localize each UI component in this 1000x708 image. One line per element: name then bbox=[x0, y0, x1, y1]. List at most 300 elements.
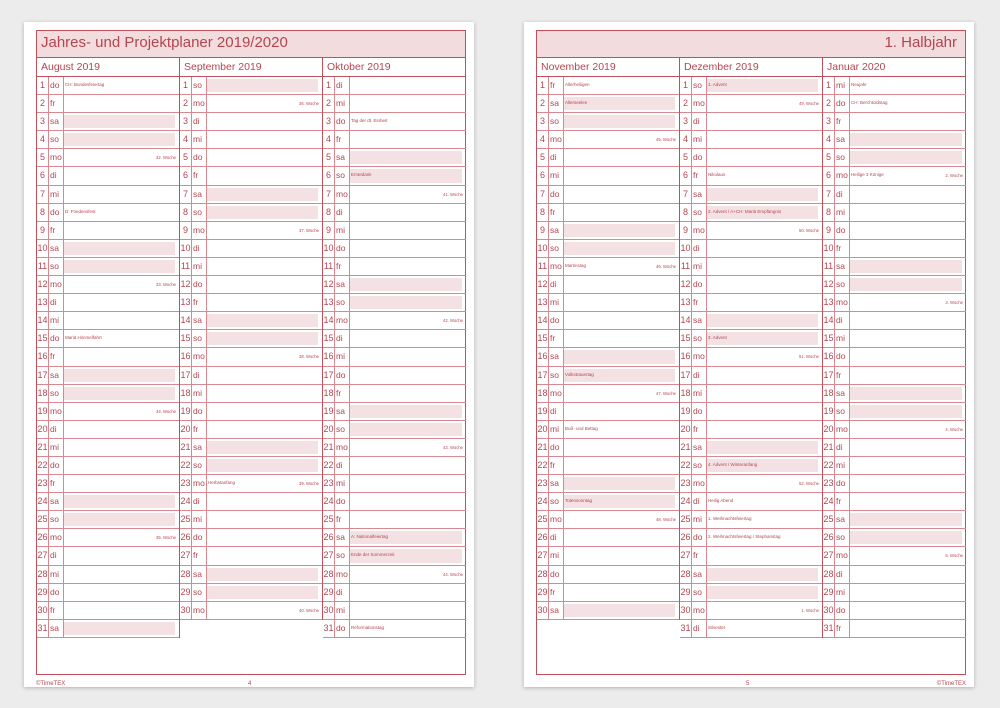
day-row[interactable] bbox=[680, 511, 822, 529]
day-row[interactable] bbox=[680, 330, 822, 348]
day-row[interactable] bbox=[180, 95, 322, 113]
day-row[interactable] bbox=[37, 222, 179, 240]
day-row[interactable] bbox=[323, 204, 466, 222]
weekday-label: so bbox=[835, 529, 850, 546]
weekday-label: fr bbox=[192, 421, 207, 438]
day-row[interactable] bbox=[180, 186, 322, 204]
day-number: 18 bbox=[537, 385, 549, 402]
day-number: 26 bbox=[537, 529, 549, 546]
day-row[interactable] bbox=[823, 77, 966, 95]
day-number: 21 bbox=[323, 439, 335, 456]
day-row[interactable] bbox=[537, 222, 679, 240]
day-row[interactable] bbox=[323, 77, 466, 95]
day-number: 14 bbox=[180, 312, 192, 329]
day-row[interactable] bbox=[323, 475, 466, 493]
day-row[interactable] bbox=[823, 547, 966, 565]
weekday-label: mi bbox=[335, 475, 350, 492]
holiday-note: 1. Weihnachtsfeiertag bbox=[708, 516, 752, 522]
day-row[interactable] bbox=[537, 312, 679, 330]
day-row[interactable] bbox=[180, 439, 322, 457]
footer-brand-left: ©TimeTEX bbox=[36, 681, 66, 687]
weekend-shading bbox=[206, 586, 318, 599]
day-row[interactable] bbox=[180, 167, 322, 185]
day-row[interactable] bbox=[537, 566, 679, 584]
day-row[interactable] bbox=[37, 330, 179, 348]
day-row[interactable] bbox=[180, 330, 322, 348]
day-row[interactable] bbox=[537, 584, 679, 602]
day-row[interactable] bbox=[37, 403, 179, 421]
weekday-label: mo bbox=[49, 276, 64, 293]
day-row[interactable] bbox=[180, 385, 322, 403]
day-number: 7 bbox=[37, 186, 49, 203]
day-row[interactable] bbox=[37, 620, 179, 638]
day-row[interactable] bbox=[180, 493, 322, 511]
day-row[interactable] bbox=[680, 222, 822, 240]
day-row[interactable] bbox=[323, 167, 466, 185]
day-number: 24 bbox=[323, 493, 335, 510]
day-row[interactable] bbox=[323, 421, 466, 439]
day-row[interactable] bbox=[323, 240, 466, 258]
day-row[interactable] bbox=[823, 186, 966, 204]
day-row[interactable] bbox=[323, 493, 466, 511]
day-row[interactable] bbox=[823, 204, 966, 222]
day-number: 19 bbox=[823, 403, 835, 420]
day-number: 6 bbox=[680, 167, 692, 184]
week-number: 47. Woche bbox=[656, 390, 676, 396]
day-row[interactable] bbox=[37, 367, 179, 385]
day-row[interactable] bbox=[37, 276, 179, 294]
day-row[interactable] bbox=[180, 222, 322, 240]
day-row[interactable] bbox=[680, 149, 822, 167]
day-row[interactable] bbox=[37, 240, 179, 258]
day-row[interactable] bbox=[180, 547, 322, 565]
weekday-label: do bbox=[835, 602, 850, 619]
day-row[interactable] bbox=[537, 330, 679, 348]
week-number: 45. Woche bbox=[656, 137, 676, 143]
weekday-label: sa bbox=[549, 602, 564, 619]
day-row[interactable] bbox=[323, 186, 466, 204]
day-number: 5 bbox=[180, 149, 192, 166]
weekend-shading bbox=[706, 568, 818, 581]
day-row[interactable] bbox=[680, 348, 822, 366]
day-row[interactable] bbox=[180, 529, 322, 547]
weekday-label: so bbox=[335, 167, 350, 184]
day-row[interactable] bbox=[37, 493, 179, 511]
day-row[interactable] bbox=[537, 385, 679, 403]
weekday-label: fr bbox=[49, 348, 64, 365]
weekend-shading bbox=[63, 115, 175, 128]
day-row[interactable] bbox=[180, 204, 322, 222]
day-row[interactable] bbox=[37, 566, 179, 584]
weekday-label: mo bbox=[335, 439, 350, 456]
day-row[interactable] bbox=[823, 475, 966, 493]
day-row[interactable] bbox=[680, 131, 822, 149]
day-row[interactable] bbox=[323, 620, 466, 638]
day-number: 10 bbox=[323, 240, 335, 257]
day-number: 20 bbox=[37, 421, 49, 438]
day-row[interactable] bbox=[180, 584, 322, 602]
day-number: 24 bbox=[537, 493, 549, 510]
day-row[interactable] bbox=[823, 330, 966, 348]
day-number: 25 bbox=[537, 511, 549, 528]
weekday-label: do bbox=[49, 457, 64, 474]
day-row[interactable] bbox=[180, 276, 322, 294]
day-row[interactable] bbox=[180, 367, 322, 385]
holiday-note: Reformationstag bbox=[351, 624, 385, 630]
day-row[interactable] bbox=[680, 367, 822, 385]
day-row[interactable] bbox=[37, 547, 179, 565]
day-row[interactable] bbox=[537, 457, 679, 475]
day-row[interactable] bbox=[680, 186, 822, 204]
weekday-label: so bbox=[549, 240, 564, 257]
day-number: 21 bbox=[680, 439, 692, 456]
planner-title: Jahres- und Projektplaner 2019/2020 bbox=[41, 34, 288, 51]
day-row[interactable] bbox=[180, 240, 322, 258]
day-row[interactable] bbox=[37, 131, 179, 149]
day-row[interactable] bbox=[37, 529, 179, 547]
day-row[interactable] bbox=[823, 457, 966, 475]
weekday-label: mo bbox=[192, 222, 207, 239]
weekday-label: di bbox=[549, 529, 564, 546]
day-number: 19 bbox=[537, 403, 549, 420]
day-row[interactable] bbox=[37, 584, 179, 602]
day-row[interactable] bbox=[180, 475, 322, 493]
day-row[interactable] bbox=[537, 77, 679, 95]
day-row[interactable] bbox=[323, 222, 466, 240]
day-number: 10 bbox=[37, 240, 49, 257]
day-row[interactable] bbox=[680, 547, 822, 565]
weekend-shading bbox=[563, 350, 675, 363]
weekday-label: mo bbox=[692, 602, 707, 619]
page-number-right: 5 bbox=[746, 681, 750, 687]
holiday-note: Volkstrauertag bbox=[565, 371, 594, 377]
day-row[interactable] bbox=[537, 113, 679, 131]
day-row[interactable] bbox=[37, 113, 179, 131]
day-row[interactable] bbox=[823, 529, 966, 547]
weekday-label: mo bbox=[192, 602, 207, 619]
day-number: 31 bbox=[680, 620, 692, 637]
day-row[interactable] bbox=[37, 258, 179, 276]
day-row[interactable] bbox=[323, 439, 466, 457]
day-row[interactable] bbox=[537, 167, 679, 185]
day-number: 12 bbox=[37, 276, 49, 293]
day-row[interactable] bbox=[537, 439, 679, 457]
weekday-label: di bbox=[192, 240, 207, 257]
day-number: 30 bbox=[323, 602, 335, 619]
day-row[interactable] bbox=[680, 77, 822, 95]
day-row[interactable] bbox=[537, 348, 679, 366]
weekday-label: so bbox=[549, 493, 564, 510]
day-number: 30 bbox=[537, 602, 549, 619]
day-row[interactable] bbox=[823, 149, 966, 167]
day-row[interactable] bbox=[823, 222, 966, 240]
day-number: 9 bbox=[37, 222, 49, 239]
holiday-note: Mariä Himmelfahrt bbox=[65, 335, 102, 341]
holiday-note: D: Friedensfest bbox=[65, 208, 96, 214]
weekday-label: di bbox=[192, 493, 207, 510]
day-row[interactable] bbox=[37, 475, 179, 493]
week-number: 33. Woche bbox=[156, 282, 176, 288]
day-row[interactable] bbox=[823, 421, 966, 439]
day-row[interactable] bbox=[680, 95, 822, 113]
day-row[interactable] bbox=[323, 385, 466, 403]
day-row[interactable] bbox=[537, 95, 679, 113]
day-row[interactable] bbox=[537, 421, 679, 439]
weekday-label: fr bbox=[835, 113, 850, 130]
month-column bbox=[823, 57, 966, 638]
day-number: 23 bbox=[37, 475, 49, 492]
day-number: 15 bbox=[823, 330, 835, 347]
day-row[interactable] bbox=[680, 457, 822, 475]
weekend-shading bbox=[849, 133, 962, 146]
day-row[interactable] bbox=[180, 113, 322, 131]
day-row[interactable] bbox=[823, 584, 966, 602]
day-row[interactable] bbox=[823, 439, 966, 457]
day-row[interactable] bbox=[823, 367, 966, 385]
day-row[interactable] bbox=[537, 149, 679, 167]
week-number: 48. Woche bbox=[656, 517, 676, 523]
day-row[interactable] bbox=[537, 276, 679, 294]
weekday-label: mo bbox=[49, 529, 64, 546]
day-number: 22 bbox=[323, 457, 335, 474]
day-number: 3 bbox=[823, 113, 835, 130]
weekday-label: fr bbox=[49, 602, 64, 619]
day-number: 11 bbox=[37, 258, 49, 275]
weekday-label: mo bbox=[835, 167, 850, 184]
day-row[interactable] bbox=[323, 584, 466, 602]
day-row[interactable] bbox=[537, 475, 679, 493]
day-number: 15 bbox=[537, 330, 549, 347]
day-row[interactable] bbox=[680, 312, 822, 330]
day-row[interactable] bbox=[537, 493, 679, 511]
day-row[interactable] bbox=[823, 602, 966, 620]
day-row[interactable] bbox=[537, 511, 679, 529]
day-row[interactable] bbox=[823, 258, 966, 276]
day-row[interactable] bbox=[37, 294, 179, 312]
weekday-label: sa bbox=[192, 186, 207, 203]
day-row[interactable] bbox=[37, 95, 179, 113]
day-row[interactable] bbox=[323, 276, 466, 294]
month-column bbox=[537, 57, 680, 620]
day-row[interactable] bbox=[680, 294, 822, 312]
weekday-label: do bbox=[692, 149, 707, 166]
day-number: 14 bbox=[37, 312, 49, 329]
day-row[interactable] bbox=[323, 149, 466, 167]
day-row[interactable] bbox=[323, 312, 466, 330]
day-row[interactable] bbox=[180, 258, 322, 276]
day-row[interactable] bbox=[823, 620, 966, 638]
day-row[interactable] bbox=[823, 276, 966, 294]
day-row[interactable] bbox=[323, 529, 466, 547]
day-row[interactable] bbox=[37, 385, 179, 403]
day-number: 12 bbox=[180, 276, 192, 293]
weekend-shading bbox=[849, 260, 962, 273]
weekday-label: sa bbox=[49, 493, 64, 510]
day-row[interactable] bbox=[323, 294, 466, 312]
day-row[interactable] bbox=[823, 312, 966, 330]
day-row[interactable] bbox=[37, 439, 179, 457]
day-row[interactable] bbox=[37, 421, 179, 439]
weekday-label: mi bbox=[692, 511, 707, 528]
day-row[interactable] bbox=[180, 77, 322, 95]
weekday-label: fr bbox=[549, 330, 564, 347]
day-row[interactable] bbox=[323, 258, 466, 276]
weekday-label: fr bbox=[549, 204, 564, 221]
day-row[interactable] bbox=[37, 511, 179, 529]
day-row[interactable] bbox=[680, 493, 822, 511]
day-row[interactable] bbox=[180, 421, 322, 439]
day-row[interactable] bbox=[323, 330, 466, 348]
weekend-shading bbox=[563, 242, 675, 255]
day-row[interactable] bbox=[180, 294, 322, 312]
weekday-label: sa bbox=[549, 95, 564, 112]
day-row[interactable] bbox=[823, 131, 966, 149]
day-row[interactable] bbox=[680, 167, 822, 185]
day-row[interactable] bbox=[537, 403, 679, 421]
weekday-label: do bbox=[549, 312, 564, 329]
day-number: 16 bbox=[37, 348, 49, 365]
day-row[interactable] bbox=[537, 367, 679, 385]
weekend-shading bbox=[63, 242, 175, 255]
day-number: 19 bbox=[680, 403, 692, 420]
week-number: 42. Woche bbox=[443, 318, 463, 324]
day-row[interactable] bbox=[37, 149, 179, 167]
holiday-note: 3. Advent bbox=[708, 335, 727, 341]
day-row[interactable] bbox=[823, 385, 966, 403]
day-row[interactable] bbox=[180, 457, 322, 475]
day-row[interactable] bbox=[37, 312, 179, 330]
day-row[interactable] bbox=[37, 457, 179, 475]
day-row[interactable] bbox=[323, 602, 466, 620]
day-row[interactable] bbox=[537, 258, 679, 276]
day-number: 2 bbox=[680, 95, 692, 112]
day-row[interactable] bbox=[37, 204, 179, 222]
day-row[interactable] bbox=[823, 167, 966, 185]
day-row[interactable] bbox=[680, 276, 822, 294]
weekday-label: sa bbox=[49, 367, 64, 384]
day-row[interactable] bbox=[37, 602, 179, 620]
day-row[interactable] bbox=[680, 584, 822, 602]
week-number: 4. Woche bbox=[945, 426, 963, 432]
day-number: 7 bbox=[180, 186, 192, 203]
left-title-bar bbox=[37, 31, 465, 58]
day-row[interactable] bbox=[323, 566, 466, 584]
day-row[interactable] bbox=[537, 547, 679, 565]
weekday-label: mi bbox=[192, 131, 207, 148]
day-row[interactable] bbox=[323, 348, 466, 366]
day-row[interactable] bbox=[680, 113, 822, 131]
day-row[interactable] bbox=[37, 348, 179, 366]
day-row[interactable] bbox=[37, 186, 179, 204]
day-row[interactable] bbox=[180, 348, 322, 366]
day-row[interactable] bbox=[537, 204, 679, 222]
weekend-shading bbox=[349, 278, 462, 291]
day-row[interactable] bbox=[680, 602, 822, 620]
weekday-label: sa bbox=[835, 385, 850, 402]
day-row[interactable] bbox=[537, 131, 679, 149]
day-row[interactable] bbox=[323, 403, 466, 421]
day-row[interactable] bbox=[680, 403, 822, 421]
day-row[interactable] bbox=[323, 131, 466, 149]
day-row[interactable] bbox=[680, 385, 822, 403]
day-row[interactable] bbox=[180, 403, 322, 421]
day-row[interactable] bbox=[680, 240, 822, 258]
day-row[interactable] bbox=[823, 95, 966, 113]
day-row[interactable] bbox=[680, 566, 822, 584]
day-row[interactable] bbox=[180, 511, 322, 529]
half-year-title: 1. Halbjahr bbox=[884, 34, 957, 51]
day-row[interactable] bbox=[180, 312, 322, 330]
day-row[interactable] bbox=[537, 602, 679, 620]
weekday-label: do bbox=[335, 493, 350, 510]
day-row[interactable] bbox=[37, 77, 179, 95]
weekday-label: mo bbox=[192, 95, 207, 112]
day-row[interactable] bbox=[537, 529, 679, 547]
day-row[interactable] bbox=[323, 547, 466, 565]
day-row[interactable] bbox=[537, 294, 679, 312]
day-number: 6 bbox=[180, 167, 192, 184]
month-header: Dezember 2019 bbox=[680, 57, 822, 77]
day-number: 28 bbox=[323, 566, 335, 583]
weekend-shading bbox=[206, 314, 318, 327]
day-row[interactable] bbox=[823, 348, 966, 366]
month-header: Januar 2020 bbox=[823, 57, 966, 77]
weekday-label: so bbox=[192, 584, 207, 601]
day-number: 15 bbox=[680, 330, 692, 347]
day-row[interactable] bbox=[680, 439, 822, 457]
day-row[interactable] bbox=[823, 493, 966, 511]
weekday-label: di bbox=[835, 186, 850, 203]
day-number: 28 bbox=[823, 566, 835, 583]
day-row[interactable] bbox=[180, 602, 322, 620]
day-row[interactable] bbox=[323, 511, 466, 529]
day-row[interactable] bbox=[323, 367, 466, 385]
day-row[interactable] bbox=[680, 258, 822, 276]
month-header: September 2019 bbox=[180, 57, 322, 77]
day-row[interactable] bbox=[180, 566, 322, 584]
weekday-label: di bbox=[692, 113, 707, 130]
month-column bbox=[180, 57, 323, 620]
day-row[interactable] bbox=[823, 403, 966, 421]
day-row[interactable] bbox=[823, 240, 966, 258]
day-row[interactable] bbox=[823, 294, 966, 312]
day-row[interactable] bbox=[323, 113, 466, 131]
day-row[interactable] bbox=[680, 529, 822, 547]
day-row[interactable] bbox=[180, 149, 322, 167]
week-number: 44. Woche bbox=[443, 571, 463, 577]
page-number-left: 4 bbox=[248, 681, 252, 687]
month-header: November 2019 bbox=[537, 57, 679, 77]
day-row[interactable] bbox=[680, 475, 822, 493]
day-row[interactable] bbox=[537, 240, 679, 258]
day-row[interactable] bbox=[537, 186, 679, 204]
day-row[interactable] bbox=[37, 167, 179, 185]
day-row[interactable] bbox=[823, 566, 966, 584]
day-row[interactable] bbox=[680, 421, 822, 439]
day-row[interactable] bbox=[823, 511, 966, 529]
holiday-note: CH: Bundesfeiertag bbox=[65, 82, 105, 87]
day-row[interactable] bbox=[323, 457, 466, 475]
day-row[interactable] bbox=[323, 95, 466, 113]
day-number: 19 bbox=[323, 403, 335, 420]
day-row[interactable] bbox=[680, 620, 822, 638]
day-number: 11 bbox=[180, 258, 192, 275]
day-number: 22 bbox=[37, 457, 49, 474]
day-row[interactable] bbox=[823, 113, 966, 131]
day-row[interactable] bbox=[180, 131, 322, 149]
weekday-label: mi bbox=[692, 385, 707, 402]
day-row[interactable] bbox=[680, 204, 822, 222]
